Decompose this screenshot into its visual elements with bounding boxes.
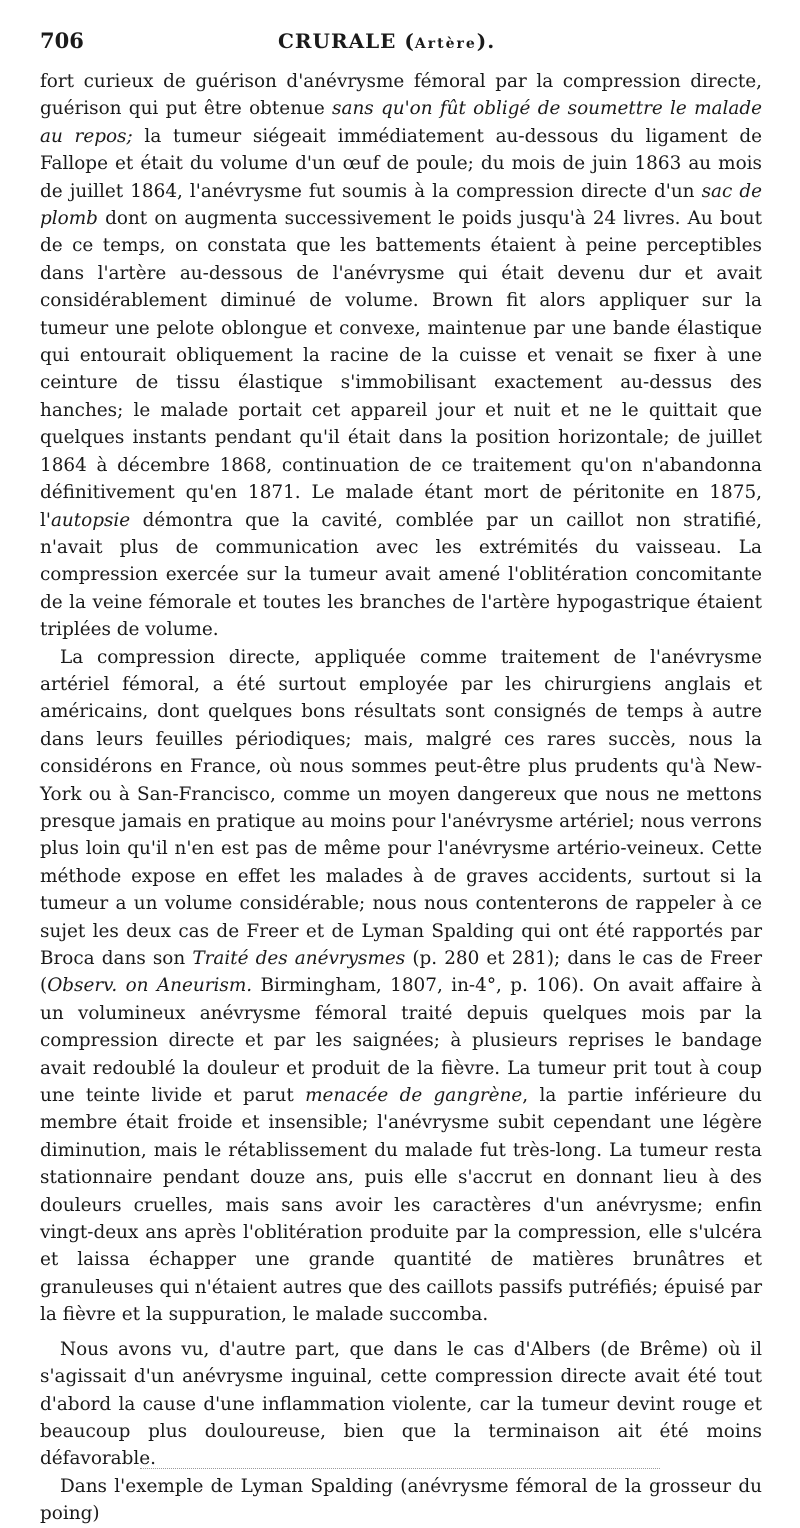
text-run: la tumeur siégeait immédiatement au-dessous du ligament de Fallope et était du volume d'un œuf de poule; du mois de juin 1863 au mois de juillet 1864, l'anévrysme fut soumis à la compression directe d'un [40,125,763,202]
running-title [278,29,495,53]
footer-rule [140,1468,660,1469]
body-text [40,68,762,1528]
page-number: 706 [40,28,84,53]
running-title-main: CRURALE ( [278,29,415,53]
text-run: (p. 280 et 281); dans le cas de Freer ( [40,948,762,997]
paragraph-4: Dans l'exemple de Lyman Spalding (anévrysme fémoral de la grosseur du poing) [40,1475,762,1525]
italic-run: Observ. on Aneurism. [47,975,253,997]
text-run: , la partie inférieure du membre était froide et insensible; l'anévrysme subit cependant une légère diminution, mais le rétablissement du malade fut très-long. La tumeur resta stationnaire pendant douze ans, puis elle s'accrut en donnant lieu à des douleurs cruelles, mais sans avoir les caractères d'un anévrysme; enfin vingt-deux ans après l'oblitération produite par la compression, elle s'ulcéra et laissa échapper une grande quantité de matières brunâtres et granuleuses qui n'étaient autres que des caillots passifs putréfiés; épuisé par la fièvre et la suppuration, le malade succomba. [40,1085,762,1326]
italic-run: menacée de gangrène [305,1085,523,1107]
text-run: Birmingham, 1807, in-4°, p. 106). On avait affaire à un volumineux anévrysme fémoral traité depuis quelques mois par la compression directe et par les saignées; à plusieurs reprises le bandage avait redoublé la douleur et produit de la fièvre. La tumeur prit tout à coup une teinte livide et parut [40,975,762,1107]
italic-run: sans qu'on fût obligé de soumettre le malade au repos; [40,98,762,147]
paragraph-3: Nous avons vu, d'autre part, que dans le cas d'Albers (de Brême) où il s'agissait d'un anévrysme inguinal, cette compression directe avait été tout d'abord la cause d'une inflammation violente, car la tumeur devint rouge et beaucoup plus douloureuse, bien que la terminaison ait été moins défavorable. [40,1338,762,1470]
running-title-smallcaps: Artère [414,36,477,52]
paragraph-1 [40,68,762,644]
paragraph-2 [40,644,762,1329]
running-title-end: ). [476,29,496,53]
italic-run: Traité des anévrysmes [192,948,406,969]
text-run: La compression directe, appliquée comme traitement de l'anévrysme artériel fémoral, a été surtout employée par les chirurgiens anglais et américains, dont quelques bons résultats sont consignés de temps à autre dans leurs feuilles périodiques; mais, malgré ces rares succès, nous la considérons en France, où nous sommes peut-être plus prudents qu'à New-York ou à San-Francisco, comme un moyen dangereux que nous ne mettons presque jamais en pratique au moins pour l'anévrysme artériel; nous verrons plus loin qu'il n'en est pas de même pour l'anévrysme artério-veineux. Cette méthode expose en effet les malades à de graves accidents, surtout si la tumeur a un volume considérable; nous nous contenterons de rappeler à ce sujet les deux cas de Freer et de Lyman Spalding qui ont été rapportés par Broca dans son [40,646,762,969]
text-run: dont on augmenta successivement le poids jusqu'à 24 livres. Au bout de ce temps, on constata que les battements étaient à peine perceptibles dans l'artère au-dessous de l'anévrysme qui était devenu dur et avait considérablement diminué de volume. Brown fit alors appliquer sur la tumeur une pelote oblongue et convexe, maintenue par une bande élastique qui entourait obliquement la racine de la cuisse et venait se fixer à une ceinture de tissu élastique s'immobilisant exactement au-dessus des hanches; le malade portait cet appareil jour et nuit et ne le quittait que quelques instants pendant qu'il était dans la position horizontale; de juillet 1864 à décembre 1868, continuation de ce traitement qu'on n'abandonna définitivement qu'en 1871. Le malade étant mort de péritonite en 1875, l' [40,208,762,531]
italic-run: autopsie [50,509,131,531]
running-header [40,28,762,68]
text-run: fort curieux de guérison d'anévrysme fémoral par la compression directe, guérison qui put être obtenue [40,71,762,120]
text-run: démontra que la cavité, comblée par un caillot non stratifié, n'avait plus de communication avec les extrémités du vaisseau. La compression exercée sur la tumeur avait amené l'oblitération concomitante de la veine fémorale et toutes les branches de l'artère hypogastrique étaient triplées de volume. [40,509,762,641]
italic-run: sac de plomb [40,180,762,230]
